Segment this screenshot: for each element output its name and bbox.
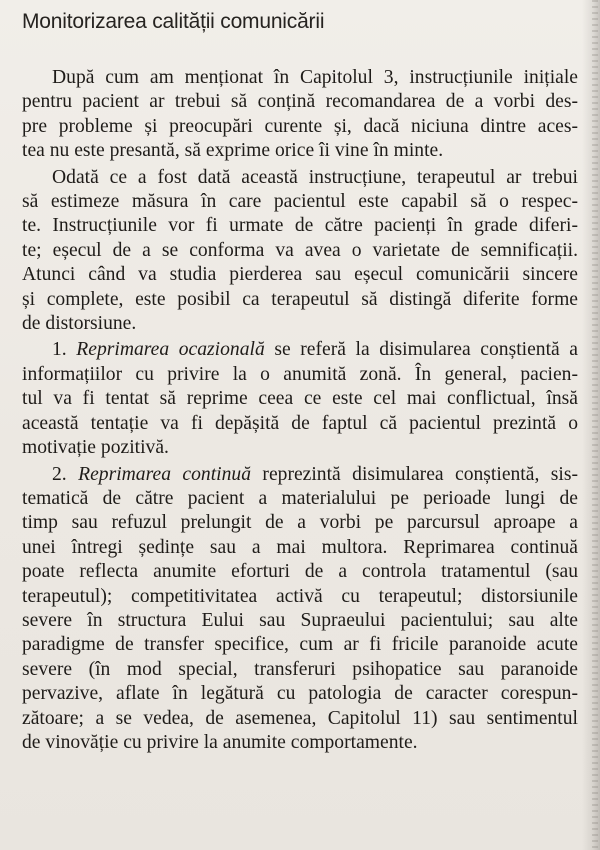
text-line: motivație pozitivă. — [22, 437, 169, 459]
paragraph — [22, 166, 578, 337]
text-line: și complete, este posibil ca terapeutul să distingă diferite forme — [22, 288, 578, 310]
text-line: terapeutul); competitivitatea activă cu terapeutul; distorsiunile — [22, 585, 578, 607]
text-line — [22, 463, 578, 487]
text-line: severe în structura Eului sau Supraeului pacientului; sau alte — [22, 609, 578, 631]
text-line — [22, 338, 578, 362]
text-line: Odată ce a fost dată această instrucțiune, terapeutul ar trebui — [52, 166, 578, 188]
text-line: După cum am menționat în Capitolul 3, instrucțiunile inițiale — [52, 67, 578, 88]
text-line: tul va fi tentat să reprime ceea ce este cel mai conflictual, însă — [22, 388, 578, 410]
page-edge-strip — [592, 0, 598, 850]
section-heading: Monitorizarea calității comunicării — [22, 10, 325, 33]
italic-term: Reprimarea continuă — [78, 463, 251, 485]
text-line: Atunci când va studia pierderea sau eșecul comunicării sincere — [22, 264, 578, 286]
text-line: informațiilor cu privire la o anumită zonă. În general, pacien- — [22, 363, 578, 385]
italic-term: Reprimarea ocazională — [76, 339, 265, 361]
body-text — [22, 66, 578, 757]
text-line: să estimeze măsura în care pacientul este capabil să o respec- — [22, 191, 578, 213]
text-line: tea nu este presantă, să exprime orice îi vine în minte. — [22, 140, 444, 162]
text-line: pervazive, aflate în legătură cu patologia de caracter corespun- — [22, 683, 578, 705]
list-number: 2. — [52, 463, 79, 485]
paragraph — [22, 463, 578, 756]
line-continuation: se referă la disimularea conștientă a — [264, 339, 579, 361]
text-line: de distorsiune. — [22, 313, 137, 335]
text-line: pre probleme și preocupări curente și, dacă niciuna dintre aces- — [22, 115, 578, 137]
text-line: această tentație va fi depășită de faptul că pacientul prezintă o — [22, 412, 578, 434]
list-number: 1. — [52, 339, 77, 361]
text-line: te; eșecul de a se conforma va avea o varietate de semnificații. — [22, 239, 578, 261]
text-line: tematică de către pacient a materialului pe perioade lungi de — [22, 487, 578, 509]
text-line: timp sau refuzul prelungit de a vorbi pe parcursul aproape a — [22, 512, 578, 534]
text-line: paradigme de transfer specifice, cum ar fi fricile paranoide acute — [22, 634, 578, 656]
paragraph — [22, 338, 578, 460]
paragraph — [22, 66, 578, 164]
text-line: de vinovăție cu privire la anumite comportamente. — [22, 731, 418, 753]
text-line: pentru pacient ar trebui să conțină recomandarea de a vorbi des- — [22, 91, 578, 113]
text-line: severe (în mod special, transferuri psihopatice sau paranoide — [22, 658, 578, 680]
text-line: poate reflecta anumite eforturi de a controla tratamentul (sau — [22, 561, 578, 583]
line-continuation: reprezintă disimularea conștientă, sis- — [251, 463, 578, 485]
text-line: unei întregi ședințe sau a mai multora. Reprimarea continuă — [22, 536, 578, 558]
text-line: te. Instrucțiunile vor fi urmate de către pacienți în grade diferi- — [22, 215, 578, 237]
text-line: zătoare; a se vedea, de asemenea, Capitolul 11) sau sentimentul — [22, 707, 578, 729]
